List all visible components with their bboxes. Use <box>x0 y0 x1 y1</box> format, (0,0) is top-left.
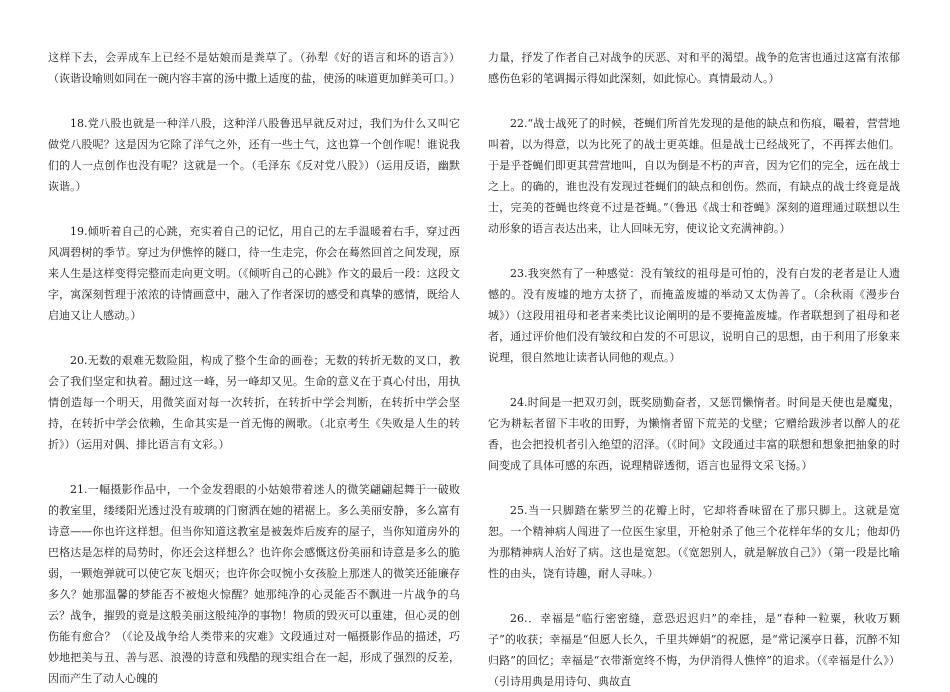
paragraph-22: 22.“战士战死了的时候，苍蝇们所首先发现的是他的缺点和伤痕，嘬着，营营地叫着，以为得意，以为比死了的战士更英雄。但是战士已经战死了，不再挥去他们。于是乎苍蝇们即更其营营地叫，自以为倒是不朽的声音，因为它们的完全，远在战士之上。的确的，谁也没有发现过苍蝇们的缺点和创伤。然而，有缺点的战士终竟是战士，完美的苍蝇也终竟不过是苍蝇。”（鲁迅《战士和苍蝇》深刻的道理通过联想以生动形象的语言表达出来，让人回味无穷，使议论文充满神韵。） <box>488 117 900 235</box>
paragraph-24: 24.时间是一把双刃剑，既奖励勤奋者，又惩罚懒惰者。时间是天使也是魔鬼，它为耕耘者留下丰收的田野，为懒惰者留下荒芜的戈壁；它赠给跋涉者以醉人的花香，也会把投机者引入绝望的沼泽。（《时间》文段通过丰富的联想和想象把抽象的时间变成了具体可感的东西，说理精辟透彻，语言也显得文采飞扬。） <box>488 396 900 472</box>
paragraph-20: 20.无数的艰难无数险阻，构成了整个生命的画卷；无数的转折无数的叉口，教会了我们坚定和执着。翻过这一峰，另一峰却又见。生命的意义在于真心付出，用执情创造每一个明天，用微笑面对每一次转折，在转折中学会判断，在转折中学会坚持，在转折中学会依赖，生命其实是一首无悔的阙歌。（北京考生《失败是人生的转折》）（运用对偶、排比语言有文彩。） <box>48 354 460 451</box>
paragraph-continuation: 这样下去，会弄成车上已经不是姑娘而是粪草了。（孙犁《好的语言和坏的语言》）（诙谐设喻则如同在一碗内容丰富的汤中撒上适度的盐，使汤的味道更加鲜美可口。） <box>48 51 461 85</box>
paragraph-continuation: 力量，抒发了作者自己对战争的厌恶、对和平的渴望。战争的危害也通过这富有浓郁感伤色彩的笔调揭示得如此深刻，如此惊心。真情最动人。） <box>488 51 900 85</box>
paragraph-25: 25.当一只脚踏在紫罗兰的花瓣上时，它却将香味留在了那只脚上。这就是宽恕。一个精神病人闯进了一位医生家里，开枪射杀了他三个花样年华的女儿；他却仍为那精神病人治好了病。这也是宽恕。（《宽恕别人，就是解放自己》）（第一段是比喻性的由头，饶有诗趣，耐人寻味。） <box>488 504 900 580</box>
paragraph-19: 19.倾听着自己的心跳，充实着自己的记忆，用自己的左手温暖着右手，穿过西风凋碧树的季节。穿过为伊憔悴的隧口，待一生走完，你会在蓦然回首之间发现，原来人生是这样变得完整而走向更文明。（《倾听自己的心跳》作文的最后一段：这段文字，寓深刻哲理于浓浓的诗情画意中，融入了作者深切的感受和真挚的感情，既给人启迪又让人感动。） <box>48 225 460 322</box>
paragraph-26: 26.．幸福是“临行密密缝，意恐迟迟归”的牵挂，是“春种一粒粟，秋收万颗子”的收获；幸福是“但愿人长久，千里共婵娟”的祝愿，是“常记溪亭日暮，沉醉不知归路”的回忆；幸福是“衣带渐宽终不悔，为伊消得人憔悴”的追求。（《幸福是什么》）（引诗用典是用诗句、典故直 <box>488 612 900 688</box>
paragraph-21: 21.一幅摄影作品中，一个金发碧眼的小姑娘带着迷人的微笑翩翩起舞于一破败的教室里，缕缕阳光透过没有玻璃的门窗洒在她的裙裾上。多么美丽安静，多么富有诗意——你也许这样想。但当你知道这教室是被轰炸后废弃的屋子，当你知道房外的巴格达是怎样的局势时，你还会这样想么？也许你会感慨这份美丽和诗意是多么的脆弱，一颗炮弹就可以使它灰飞烟灭；也许你会叹惋小女孩脸上那迷人的微笑还能廉存多久？她那温馨的梦能否不被炮火惊醒？她那纯净的心灵能否不飘进一片战争的乌云？战争，摧毁的竟是这般美丽这般纯净的事物！物质的毁灭可以重建，但心灵的创伤能有愈合？（《论及战争给人类带来的灾难》文段通过对一幅摄影作品的描述，巧妙地把美与丑、善与恶、浪漫的诗意和残酷的现实组合在一起，形成了强烈的反差，因而产生了动人心魄的 <box>48 483 460 685</box>
right-column <box>488 48 900 692</box>
left-column <box>48 48 460 689</box>
paragraph-23: 23.我突然有了一种感觉：没有皱纹的祖母是可怕的，没有白发的老者是让人遗憾的。没有废墟的地方太挤了，而掩盖废墟的举动又太伪善了。（余秋雨《漫步台城》）（这段用祖母和老者来类比议论阐明的是不要掩盖废墟。作者联想到了祖母和老者，通过评价他们没有皱纹和白发的不可思议，说明自己的思想，由于利用了形象来说理，很自然地让读者认同他的观点。） <box>488 267 900 364</box>
paragraph-18: 18.党八股也就是一种洋八股，这种洋八股鲁迅早就反对过，我们为什么又叫它做党八股呢？这是因为它除了洋气之外，还有一些土气，这也算一个创作呢！谁说我们的人一点创作也没有呢？这就是一个。（毛泽东《反对党八股》）（运用反语，幽默诙谐。） <box>48 117 460 193</box>
